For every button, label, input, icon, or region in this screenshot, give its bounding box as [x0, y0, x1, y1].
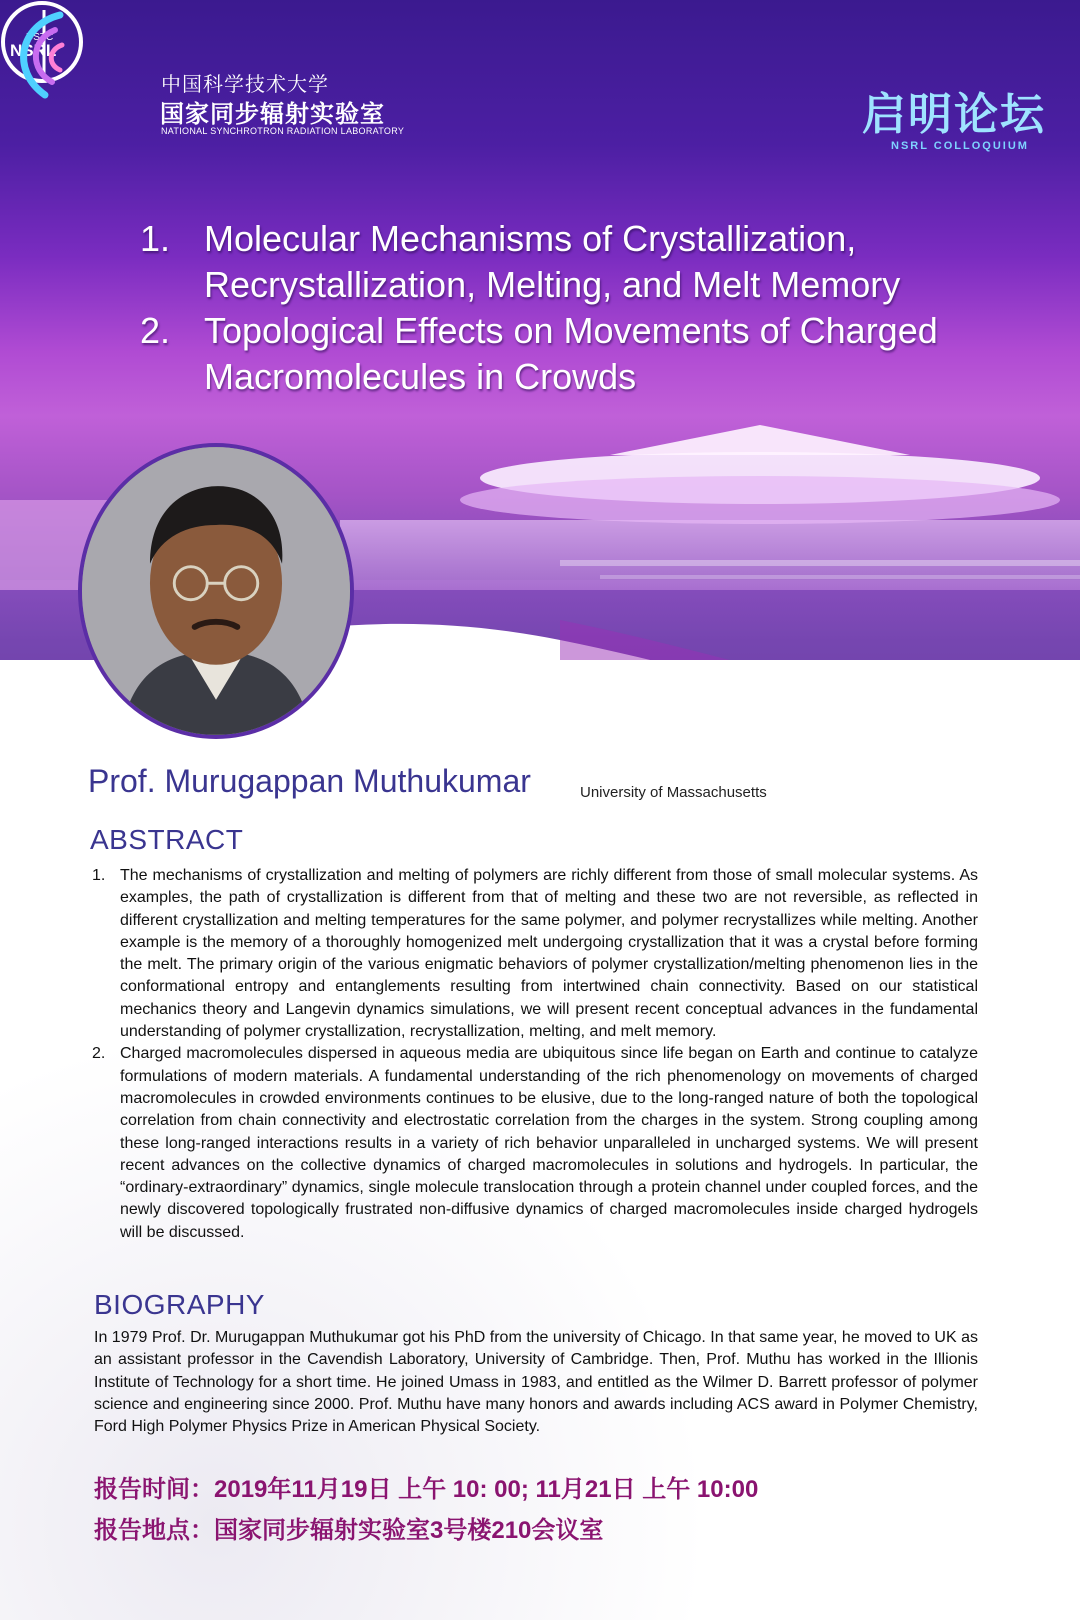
svg-text:NSRL: NSRL: [10, 41, 57, 60]
event-place: 报告地点：国家同步辐射实验室3号楼210会议室: [94, 1517, 604, 1544]
biography-text: In 1979 Prof. Dr. Murugappan Muthukumar got his PhD from the university of Chicago. In that same year, he moved to UK as an assistant professor in the Cavendish Laboratory, University of Cambridge. Then, Prof. Muthu has worked in the Illionis Institute of Technology for a short time. He joined Umass in 1983, and entitled as the Wilmer D. Barrett professor of polymer science and engineering since 2000. Prof. Muthu have many honors and awards including ACS award in Polymer Chemistry, Ford High Polymer Physics Prize in American Physical Society.: [94, 1329, 978, 1436]
talk-title-text: Molecular Mechanisms of Crystallization, Recrystallization, Melting, and Melt Memory: [204, 218, 901, 305]
abstract-item-1: [92, 865, 978, 1043]
org-name-cn-line1: 中国科学技术大学: [161, 74, 329, 96]
biography-heading: BIOGRAPHY: [94, 1289, 265, 1320]
abstract-item-2: [92, 1043, 978, 1244]
speaker-portrait-icon: [82, 447, 350, 735]
colloquium-title-en: NSRL COLLOQUIUM: [891, 140, 1029, 152]
abstract-list: [92, 865, 978, 1244]
abstract-item-number: 2.: [92, 1045, 106, 1063]
talk-title-text: Topological Effects on Movements of Charged Macromolecules in Crowds: [204, 310, 938, 397]
abstract-item-number: 1.: [92, 867, 106, 884]
abstract-heading: ABSTRACT: [90, 824, 244, 855]
talk-titles: [140, 216, 1020, 400]
speaker-affiliation: University of Massachusetts: [580, 784, 767, 801]
talk-title-2: [140, 308, 1020, 400]
org-name-en: NATIONAL SYNCHROTRON RADIATION LABORATORY: [161, 126, 405, 136]
talk-title-number: 1.: [140, 218, 171, 259]
org-name-cn-line2: 国家同步辐射实验室: [160, 101, 385, 128]
colloquium-title-cn: 启明论坛: [862, 90, 1046, 139]
abstract-item-text: Charged macromolecules dispersed in aqueous media are ubiquitous since life began on Earth and continue to catalyze formulations of modern materials. A fundamental understanding of the rich phenomenology on movements of charged macromolecules in crowded environments continues to be elusive, due to the long-ranged nature of both the topological correlation from chain connectivity and electrostatic correlation from the charges in the system. Strong coupling among these long-ranged interactions results in a variety of rich behavior unparalleled in uncharged systems. We will present recent advances on the collective dynamics of charged macromolecules in solutions and hydrogels. In particular, the “ordinary-extraordinary” dynamics, single molecule translocation through a protein channel under coupled forces, and the newly discovered topologically frustrated non-diffusive dynamics of charged macromolecules inside charged hydrogels will be discussed.: [120, 1045, 978, 1241]
abstract-item-text: The mechanisms of crystallization and melting of polymers are richly different from those of small molecular systems. As examples, the path of crystallization is different from that of melting and these two are not reversible, as reflected in different crystallization and melting temperatures for the same polymer, and polymer recrystallizes while melting. Another example is the memory of a thoroughly homogenized melt undergoing crystallization that it was a crystal before forming the melt. The primary origin of the various enigmatic behaviors of polymer crystallization/melting phenomenon lies in the conformational entropy and entanglements resulting from intertwined chain connectivity. Based on our statistical mechanics theory and Langevin dynamics simulations, we will present recent conceptual advances in the fundamental understanding of polymer crystallization, recrystallization, melting, and melt memory.: [120, 867, 978, 1041]
colloquium-swirl-icon: [0, 0, 220, 110]
svg-text:USTC: USTC: [26, 32, 54, 43]
speaker-photo: [78, 443, 354, 739]
event-time: 报告时间：2019年11月19日 上午 10: 00; 11月21日 上午 10:00: [94, 1476, 759, 1503]
talk-title-number: 2.: [140, 310, 171, 351]
speaker-name: Prof. Murugappan Muthukumar: [88, 763, 531, 799]
talk-title-1: [140, 216, 1020, 308]
